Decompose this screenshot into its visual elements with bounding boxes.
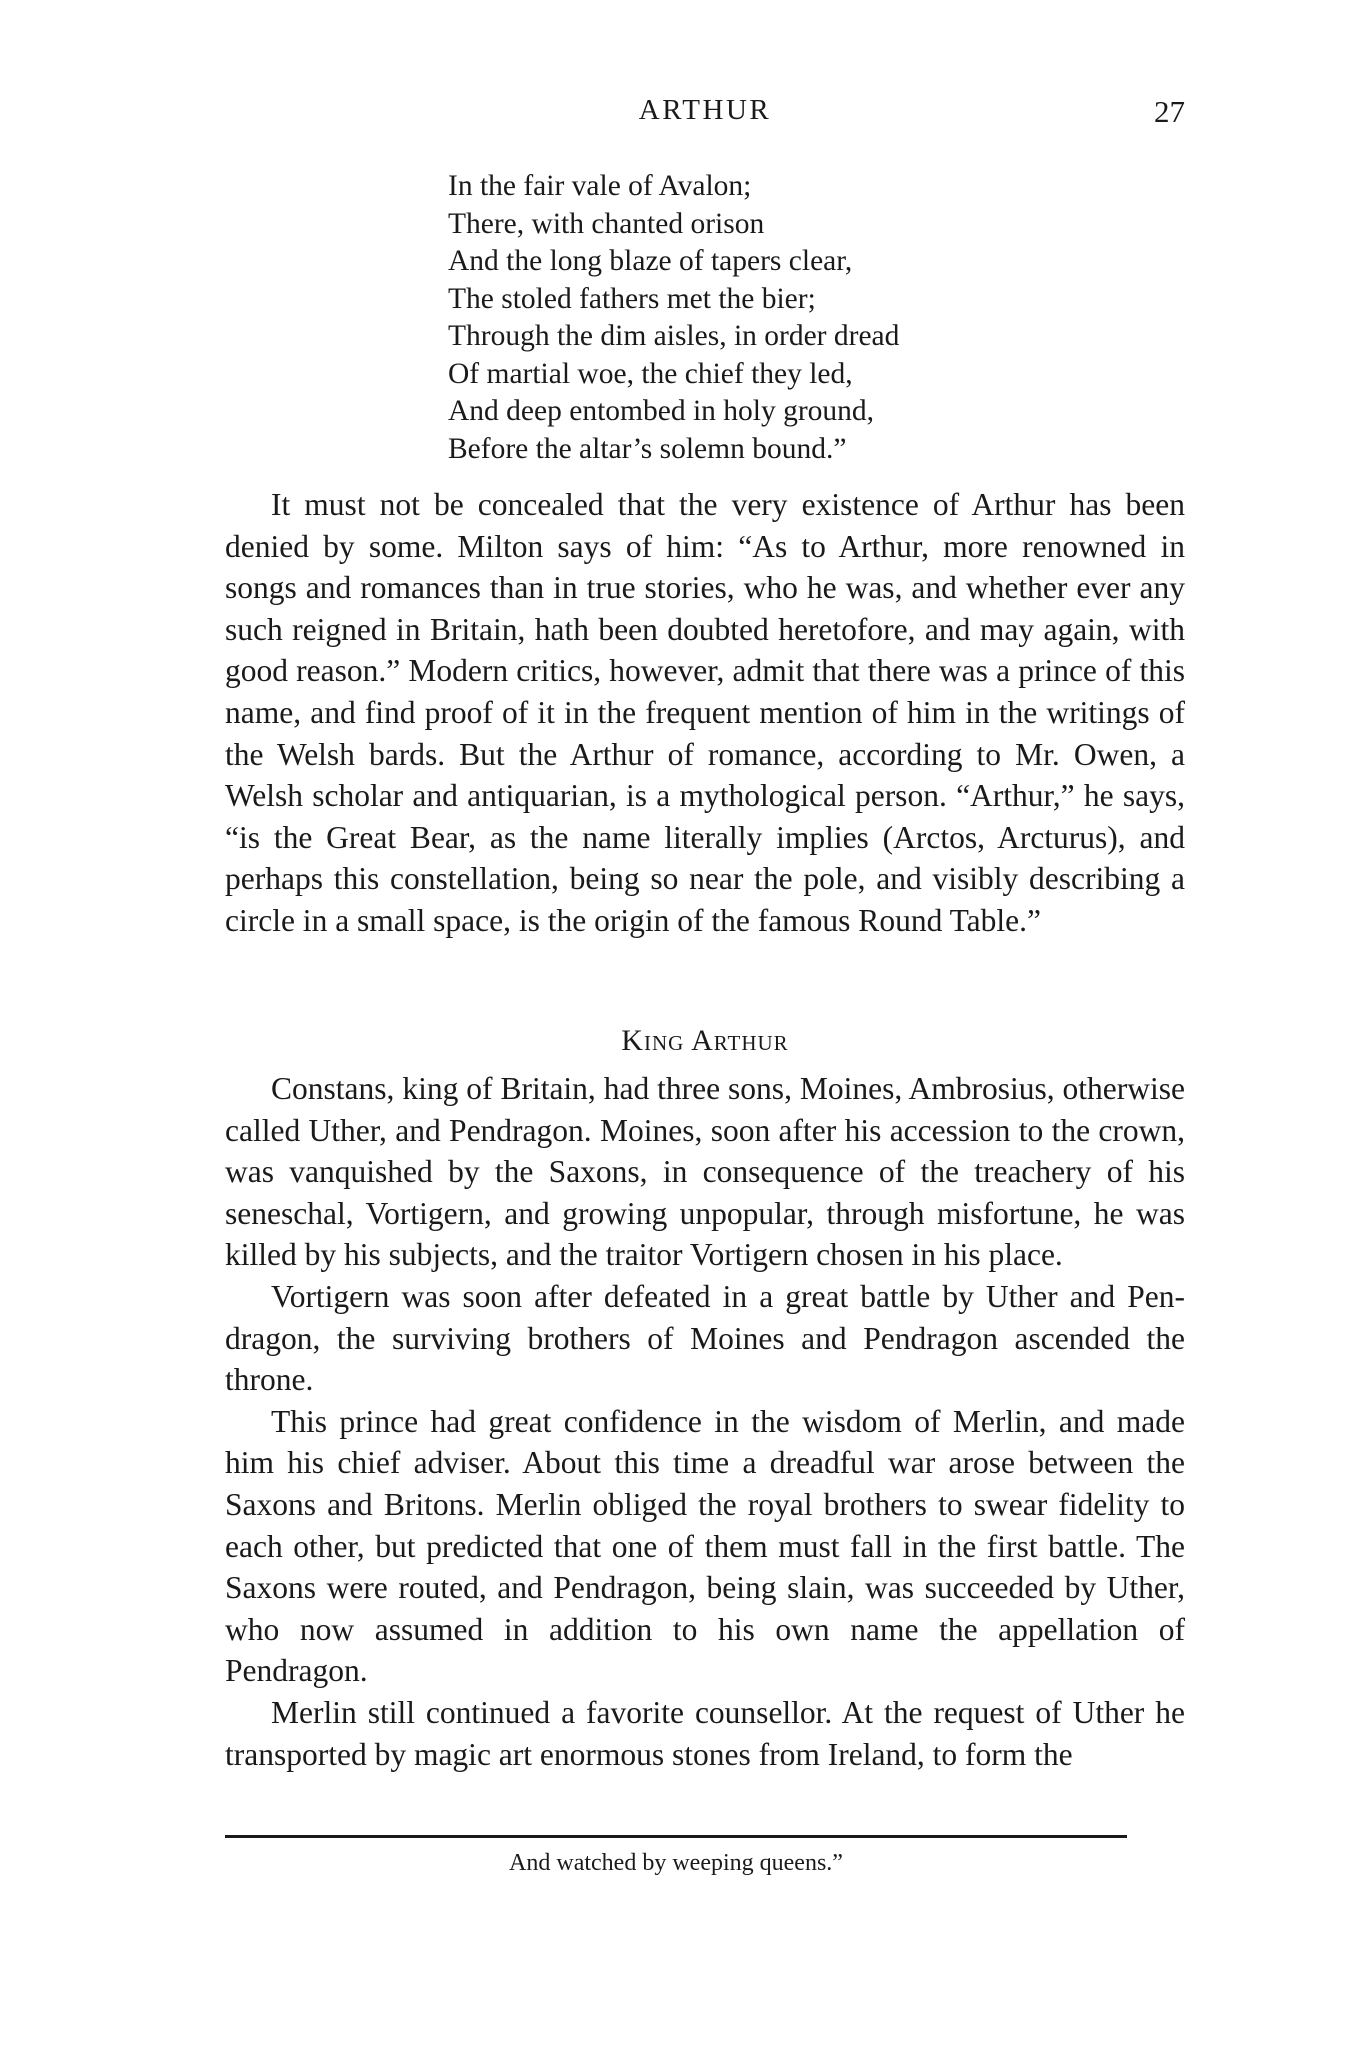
footnote: And watched by weeping queens.” <box>509 1850 843 1876</box>
page-number: 27 <box>1154 94 1185 129</box>
paragraph: It must not be concealed that the very existence of Arthur has been denied by some. Milton says of him: “As to Arthur, more renowned in songs and romances than in true stories, who he was, and whether ever any such reigned in Britain, hath been doubted heretofore, and may again, with good reason.” Modern critics, however, admit that there was a prince of this name, and find proof of it in the frequent mention of him in the writings of the Welsh bards. But the Arthur of romance, according to Mr. Owen, a Welsh scholar and antiquarian, is a mythological person. “Arthur,” he says, “is the Great Bear, as the name literally implies (Arctos, Arcturus), and perhaps this constellation, being so near the pole, and visibly describing a circle in a small space, is the origin of the famous Round Table.” <box>225 487 1185 938</box>
body-text-after-heading <box>225 1068 1185 1775</box>
verse-line: Of martial woe, the chief they led, <box>448 357 853 390</box>
running-title: ARTHUR <box>638 94 772 126</box>
paragraph: Merlin still continued a favorite counsellor. At the request of Uther he transported by magic art enormous stones from Ireland, to form the <box>225 1694 1185 1772</box>
verse-line: The stoled fathers met the bier; <box>448 282 816 315</box>
running-head <box>225 94 1185 134</box>
body-text-before-heading <box>225 484 1185 942</box>
verse-line: In the fair vale of Avalon; <box>448 170 752 202</box>
verse-line: There, with chanted orison <box>448 207 765 240</box>
verse-line: Through the dim aisles, in order dread <box>448 320 900 352</box>
paragraph: Vortigern was soon after defeated in a great battle by Uther and Pendragon, the surviving brothers of Moines and Pendragon ascended the throne. <box>225 1278 1185 1398</box>
paragraph: Constans, king of Britain, had three sons, Moines, Ambrosius, otherwise called Uther, and Pendragon. Moines, soon after his accession to the crown, was vanquished by the Saxons, in consequence of the treachery of his seneschal, Vortigern, and growing unpopular, through misfortune, he was killed by his subjects, and the traitor Vortigern chosen in his place. <box>225 1071 1185 1273</box>
footnote-rule <box>225 1835 1127 1838</box>
section-heading: King Arthur <box>621 1024 789 1057</box>
verse-line: Before the altar’s solemn bound.” <box>448 432 847 465</box>
verse-line: And deep entombed in holy ground, <box>448 395 875 427</box>
verse-line: And the long blaze of tapers clear, <box>448 245 853 277</box>
verse-quotation <box>448 168 899 468</box>
paragraph: This prince had great confidence in the wisdom of Merlin, and made him his chief adviser. About this time a dreadful war arose between the Saxons and Britons. Merlin obliged the royal brothers to swear fidelity to each other, but predicted that one of them must fall in the first battle. The Saxons were routed, and Pendragon, being slain, was succeeded by Uther, who now assumed in addition to his own name the appellation of Pendragon. <box>225 1403 1185 1689</box>
